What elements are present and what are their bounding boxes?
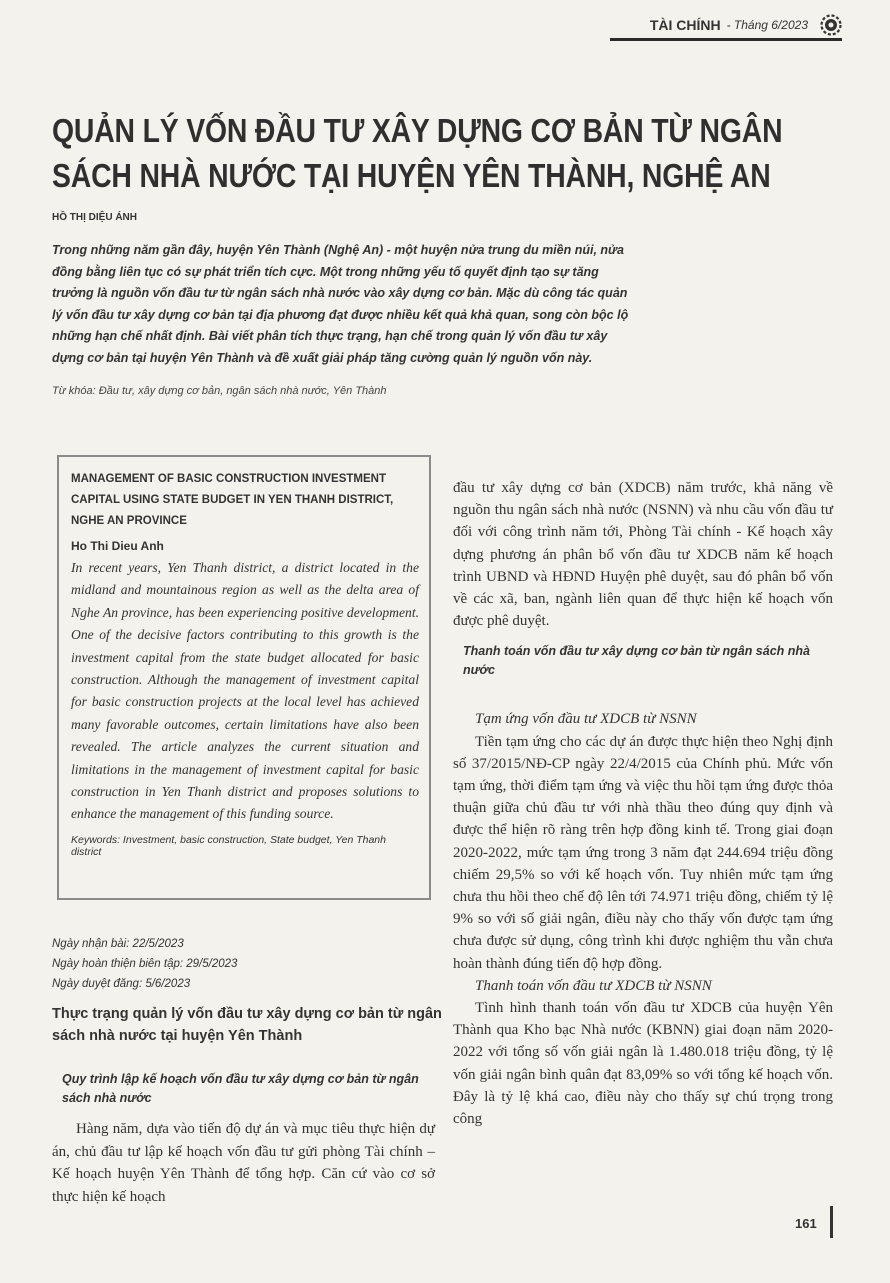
journal-name: TÀI CHÍNH <box>649 17 721 33</box>
english-abstract: In recent years, Yen Thanh district, a district located in the midland and mountainous region as well as the delta area of Nghe An province, has been experiencing positive development. One of the decisive factors contributing to this growth is the investment capital from the state budget allocated for basic construction. Although the management of investment capital for basic construction projects at the local level has achieved many favorable outcomes, certain limitations have also been revealed. The article analyzes the current situation and limitations in the management of investment capital for basic construction in Yen Thanh district and proposes solutions to enhance the management of this funding source. <box>71 560 419 822</box>
article-dates <box>52 934 237 994</box>
abstract-vietnamese: Trong những năm gần đây, huyện Yên Thành (Nghệ An) - một huyện nửa trung du miền núi, nửa đồng bằng liên tục có sự phát triển tích cực. Một trong những yếu tố quyết định tạo sự tăng trưởng là nguồn vốn đầu tư từ ngân sách nhà nước vào xây dựng cơ bản. Mặc dù công tác quản lý vốn đầu tư xây dựng cơ bản tại địa phương đạt được nhiều kết quả khả quan, song còn bộc lộ những hạn chế nhất định. Bài viết phân tích thực trạng, hạn chế trong quản lý vốn đầu tư xây dựng cơ bản tại huyện Yên Thành và đề xuất giải pháp tăng cường quản lý nguồn vốn này. <box>52 243 629 365</box>
english-author: Ho Thi Dieu Anh <box>71 539 164 553</box>
running-header <box>650 12 842 38</box>
english-abstract-box <box>57 455 431 900</box>
gear-emblem-icon <box>820 14 842 36</box>
page-number-rule <box>830 1206 833 1238</box>
keywords-vietnamese: Từ khóa: Đầu tư, xây dựng cơ bản, ngân sách nhà nước, Yên Thành <box>52 385 387 397</box>
body-paragraph-3: Tình hình thanh toán vốn đầu tư XDCB của huyện Yên Thành qua Kho bạc Nhà nước (KBNN) giai đoạn năm 2020-2022 với tổng số vốn giải ngân là 1.480.018 triệu đồng, tỷ lệ vốn giải ngân bình quân đạt 83,09% so với tổng kế hoạch vốn. Đây là tỷ lệ khá cao, điều này cho thấy sự chú trọng trong công <box>453 1000 833 1128</box>
body-paragraph-2: Tiền tạm ứng cho các dự án được thực hiện theo Nghị định số 37/2015/NĐ-CP ngày 22/4/2015 của Chính phủ. Mức vốn tạm ứng, thời điểm tạm ứng và việc thu hồi tạm ứng được thỏa thuận giữa chủ đầu tư với nhà thầu theo đúng quy định và được thể hiện rõ ràng trên hợp đồng kinh tế. Trong giai đoạn 2020-2022, mức tạm ứng trong 3 năm đạt 244.694 triệu đồng chiếm 29,5% so với kế hoạch vốn. Tuy nhiên mức tạm ứng chưa thu hồi theo chế độ lên tới 74.971 triệu đồng, chiếm tỷ lệ 9% so với số giải ngân, điều này cho thấy vốn được tạm ứng chưa được sử dụng, công trình khi được nghiệm thu vẫn chưa hoàn thành đúng tiến độ hợp đồng. <box>453 733 833 972</box>
minor-heading-advance: Tạm ứng vốn đầu tư XDCB từ NSNN <box>475 711 697 728</box>
subsection-heading-payment: Thanh toán vốn đầu tư xây dựng cơ bản từ ngân sách nhà nước <box>463 644 810 678</box>
planning-subsection <box>62 1070 432 1108</box>
header-rule <box>610 38 842 41</box>
journal-issue: - Tháng 6/2023 <box>726 18 808 32</box>
subsection-heading-planning: Quy trình lập kế hoạch vốn đầu tư xây dựng cơ bản từ ngân sách nhà nước <box>62 1072 419 1105</box>
date-revised: Ngày hoàn thiện biên tập: 29/5/2023 <box>52 958 238 970</box>
payment-subsection <box>463 642 833 680</box>
article-author: HỒ THỊ DIỆU ÁNH <box>52 212 137 223</box>
section-heading: Thực trạng quản lý vốn đầu tư xây dựng cơ bản từ ngân sách nhà nước tại huyện Yên Thành <box>52 1006 442 1044</box>
body-paragraph-1: đầu tư xây dựng cơ bản (XDCB) năm trước, khả năng về nguồn thu ngân sách nhà nước (NSNN) và nhu cầu vốn đầu tư đối với công trình năm tới, Phòng Tài chính - Kế hoạch xây dựng phương án phân bổ vốn đầu tư XDCB năm kế hoạch trình UBND và HĐND Huyện phê duyệt, sau đó phân bổ vốn về các xã, ban, ngành liên quan để thực hiện kế hoạch vốn được phê duyệt. <box>453 480 833 630</box>
right-column <box>453 477 833 1130</box>
page-number: 161 <box>795 1216 817 1231</box>
english-keywords: Keywords: Investment, basic construction, State budget, Yen Thanh district <box>71 833 386 858</box>
body-paragraph-left: Hàng năm, dựa vào tiến độ dự án và mục tiêu thực hiện dự án, chủ đầu tư lập kế hoạch vốn đầu tư gửi phòng Tài chính – Kế hoạch huyện Yên Thành để tổng hợp. Căn cứ vào cơ sở thực hiện kế hoạch <box>52 1121 435 1205</box>
english-title: MANAGEMENT OF BASIC CONSTRUCTION INVESTMENT CAPITAL USING STATE BUDGET IN YEN THANH DISTRICT, NGHE AN PROVINCE <box>71 473 394 527</box>
date-received: Ngày nhận bài: 22/5/2023 <box>52 938 184 950</box>
date-approved: Ngày duyệt đăng: 5/6/2023 <box>52 978 191 990</box>
article-title: QUẢN LÝ VỐN ĐẦU TƯ XÂY DỰNG CƠ BẢN TỪ NGÂN SÁCH NHÀ NƯỚC TẠI HUYỆN YÊN THÀNH, NGHỆ AN <box>52 112 783 194</box>
minor-heading-payment: Thanh toán vốn đầu tư XDCB từ NSNN <box>475 977 712 994</box>
